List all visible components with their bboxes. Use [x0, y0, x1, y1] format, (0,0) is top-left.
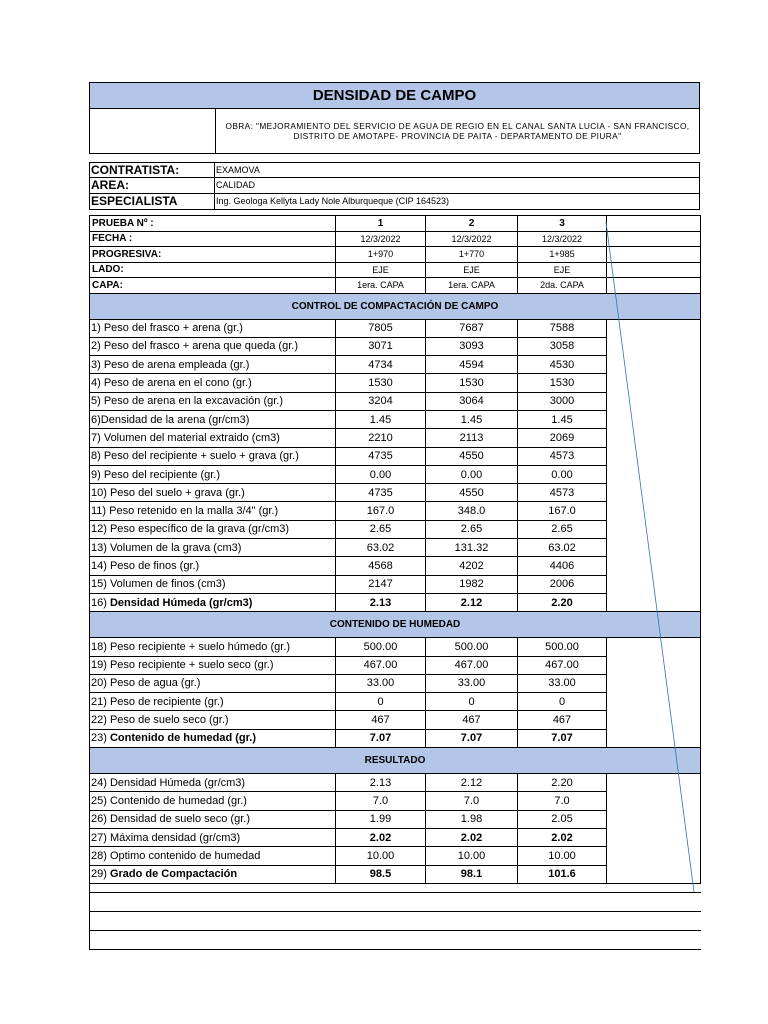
- grado-row-blank: [607, 865, 701, 883]
- compactacion-row: [90, 465, 701, 483]
- area-row: [89, 178, 700, 194]
- meta-row: [90, 216, 701, 232]
- compactacion-row-label: 6)Densidad de la arena (gr/cm3): [90, 410, 336, 428]
- compactacion-row-blank: [607, 374, 701, 392]
- compactacion-row-value: 4735: [336, 447, 426, 465]
- compactacion-row-value: 1530: [518, 374, 607, 392]
- humedad-row-blank: [607, 656, 701, 674]
- resultado-row-label: 26) Densidad de suelo seco (gr.): [90, 810, 336, 828]
- grado-row-label-text: Grado de Compactación: [109, 868, 238, 881]
- compactacion-row-value: 4568: [336, 557, 426, 575]
- resultado-row-value: 7.0: [336, 792, 426, 810]
- compactacion-row-value: 4406: [518, 557, 607, 575]
- especialista-label: ESPECIALISTA: [90, 194, 215, 209]
- sheet-title: DENSIDAD DE CAMPO: [89, 82, 700, 109]
- section-humedad: CONTENIDO DE HUMEDAD: [90, 612, 701, 638]
- humedad-row-value: 0: [336, 693, 426, 711]
- contenido-humedad-row-value: 7.07: [518, 729, 607, 747]
- meta-label: CAPA:: [90, 278, 336, 294]
- contenido-humedad-row-value: 7.07: [426, 729, 518, 747]
- compactacion-row-label: 3) Peso de arena empleada (gr.): [90, 356, 336, 374]
- compactacion-row: [90, 557, 701, 575]
- compactacion-row: [90, 502, 701, 520]
- compactacion-row-blank: [607, 410, 701, 428]
- humedad-row-value: 467.00: [518, 656, 607, 674]
- meta-blank: [607, 262, 701, 278]
- humedad-row-label: 22) Peso de suelo seco (gr.): [90, 711, 336, 729]
- humedad-row-value: 0: [518, 693, 607, 711]
- compactacion-row-value: 167.0: [518, 502, 607, 520]
- meta-value: 1+770: [426, 247, 518, 263]
- tests-table: [89, 215, 701, 950]
- densidad-humeda-row-prefix: 16): [91, 596, 110, 609]
- grado-row-label: [90, 865, 336, 883]
- resultado-row: [90, 774, 701, 792]
- compactacion-row-value: 1530: [426, 374, 518, 392]
- humedad-row-label: 21) Peso de recipiente (gr.): [90, 693, 336, 711]
- contenido-humedad-row-label: [90, 729, 336, 747]
- humedad-row: [90, 656, 701, 674]
- meta-blank: [607, 231, 701, 247]
- contenido-humedad-row: [90, 729, 701, 747]
- compactacion-row-label: 4) Peso de arena en el cono (gr.): [90, 374, 336, 392]
- densidad-humeda-row-value: 2.12: [426, 593, 518, 611]
- compactacion-row-value: 7588: [518, 319, 607, 337]
- humedad-row: [90, 674, 701, 692]
- meta-label: PRUEBA Nº :: [90, 216, 336, 232]
- meta-value: 3: [518, 216, 607, 232]
- resultado-row-value: 1.99: [336, 810, 426, 828]
- meta-value: 12/3/2022: [336, 231, 426, 247]
- humedad-row: [90, 638, 701, 656]
- compactacion-row-value: 3064: [426, 392, 518, 410]
- meta-value: 2: [426, 216, 518, 232]
- contenido-humedad-row-label-text: Contenido de humedad (gr.): [109, 732, 257, 745]
- humedad-row-label: 18) Peso recipiente + suelo húmedo (gr.): [90, 638, 336, 656]
- maxima-row-value: 2.02: [518, 828, 607, 846]
- compactacion-row-value: 3204: [336, 392, 426, 410]
- humedad-row-value: 0: [426, 693, 518, 711]
- meta-value: 12/3/2022: [518, 231, 607, 247]
- maxima-row-blank: [607, 828, 701, 846]
- especialista-value: Ing. Geologa Kellyta Lady Nole Alburqueque (CIP 164523): [216, 196, 449, 206]
- trailer-row: [90, 883, 701, 892]
- meta-blank: [607, 247, 701, 263]
- humedad-row-blank: [607, 638, 701, 656]
- meta-value: EJE: [426, 262, 518, 278]
- maxima-row-label: 27) Máxima densidad (gr/cm3): [90, 828, 336, 846]
- compactacion-row-value: 3093: [426, 337, 518, 355]
- meta-value: 1: [336, 216, 426, 232]
- humedad-row-value: 33.00: [426, 674, 518, 692]
- compactacion-row-blank: [607, 356, 701, 374]
- compactacion-row-label: 15) Volumen de finos (cm3): [90, 575, 336, 593]
- obra-row: [89, 109, 700, 154]
- compactacion-row-blank: [607, 337, 701, 355]
- compactacion-row-blank: [607, 502, 701, 520]
- humedad-row-value: 33.00: [336, 674, 426, 692]
- compactacion-row: [90, 447, 701, 465]
- compactacion-row: [90, 392, 701, 410]
- compactacion-row-value: 1.45: [518, 410, 607, 428]
- compactacion-row-value: 4550: [426, 484, 518, 502]
- compactacion-row-value: 2.65: [518, 520, 607, 538]
- meta-label: PROGRESIVA:: [90, 247, 336, 263]
- compactacion-row: [90, 337, 701, 355]
- compactacion-row-value: 63.02: [518, 539, 607, 557]
- compactacion-row-blank: [607, 539, 701, 557]
- compactacion-row-label: 14) Peso de finos (gr.): [90, 557, 336, 575]
- compactacion-row-value: 0.00: [518, 465, 607, 483]
- compactacion-row-value: 2113: [426, 429, 518, 447]
- humedad-row-label: 20) Peso de agua (gr.): [90, 674, 336, 692]
- compactacion-row-label: 5) Peso de arena en la excavación (gr.): [90, 392, 336, 410]
- area-label: AREA:: [90, 178, 215, 193]
- contenido-humedad-row-value: 7.07: [336, 729, 426, 747]
- meta-row: [90, 231, 701, 247]
- humedad-row-value: 467.00: [426, 656, 518, 674]
- compactacion-row-value: 7805: [336, 319, 426, 337]
- humedad-row-value: 467.00: [336, 656, 426, 674]
- compactacion-row-blank: [607, 392, 701, 410]
- grado-row: [90, 865, 701, 883]
- compactacion-row-blank: [607, 465, 701, 483]
- meta-value: 12/3/2022: [426, 231, 518, 247]
- compactacion-row-value: 4202: [426, 557, 518, 575]
- meta-value: 1+985: [518, 247, 607, 263]
- compactacion-row: [90, 356, 701, 374]
- compactacion-row-value: 2.65: [336, 520, 426, 538]
- meta-label: LADO:: [90, 262, 336, 278]
- compactacion-row-value: 4573: [518, 484, 607, 502]
- meta-value: 1era. CAPA: [336, 278, 426, 294]
- humedad-row: [90, 711, 701, 729]
- humedad-row-value: 500.00: [336, 638, 426, 656]
- compactacion-row-label: 10) Peso del suelo + grava (gr.): [90, 484, 336, 502]
- compactacion-row-blank: [607, 575, 701, 593]
- compactacion-row-label: 1) Peso del frasco + arena (gr.): [90, 319, 336, 337]
- resultado-row-value: 7.0: [426, 792, 518, 810]
- maxima-row: [90, 828, 701, 846]
- compactacion-row-blank: [607, 429, 701, 447]
- densidad-humeda-row-label-text: Densidad Húmeda (gr/cm3): [109, 596, 253, 609]
- compactacion-row-value: 4734: [336, 356, 426, 374]
- compactacion-row-value: 1.45: [336, 410, 426, 428]
- compactacion-row: [90, 575, 701, 593]
- resultado-row-value: 2.05: [518, 810, 607, 828]
- compactacion-row-value: 7687: [426, 319, 518, 337]
- compactacion-row-blank: [607, 319, 701, 337]
- grado-row-value: 98.1: [426, 865, 518, 883]
- humedad-row-blank: [607, 693, 701, 711]
- compactacion-row-value: 2069: [518, 429, 607, 447]
- compactacion-row-value: 2006: [518, 575, 607, 593]
- resultado-row-blank: [607, 792, 701, 810]
- compactacion-row-label: 7) Volumen del material extraido (cm3): [90, 429, 336, 447]
- compactacion-row-label: 8) Peso del recipiente + suelo + grava (gr.): [90, 447, 336, 465]
- optimo-row-value: 10.00: [336, 847, 426, 865]
- humedad-row-blank: [607, 674, 701, 692]
- humedad-row-value: 467: [426, 711, 518, 729]
- resultado-row-blank: [607, 774, 701, 792]
- compactacion-row: [90, 374, 701, 392]
- compactacion-row-value: 1982: [426, 575, 518, 593]
- trailer-row: [90, 930, 701, 949]
- densidad-humeda-row-blank: [607, 593, 701, 611]
- optimo-row-value: 10.00: [518, 847, 607, 865]
- compactacion-row-value: 167.0: [336, 502, 426, 520]
- humedad-row-value: 33.00: [518, 674, 607, 692]
- meta-row: [90, 262, 701, 278]
- humedad-row-blank: [607, 711, 701, 729]
- grado-row-value: 98.5: [336, 865, 426, 883]
- compactacion-row-blank: [607, 447, 701, 465]
- area-value: CALIDAD: [216, 180, 256, 190]
- compactacion-row: [90, 484, 701, 502]
- contenido-humedad-row-blank: [607, 729, 701, 747]
- density-sheet: [89, 82, 700, 950]
- section-compactacion: CONTROL DE COMPACTACIÓN DE CAMPO: [90, 293, 701, 319]
- contratista-row: [89, 162, 700, 178]
- compactacion-row-value: 2147: [336, 575, 426, 593]
- humedad-row-value: 500.00: [518, 638, 607, 656]
- compactacion-row-value: 63.02: [336, 539, 426, 557]
- resultado-row-value: 7.0: [518, 792, 607, 810]
- meta-label: FECHA :: [90, 231, 336, 247]
- compactacion-row: [90, 319, 701, 337]
- meta-value: EJE: [336, 262, 426, 278]
- meta-value: EJE: [518, 262, 607, 278]
- resultado-row-value: 2.20: [518, 774, 607, 792]
- resultado-row-blank: [607, 810, 701, 828]
- compactacion-row-value: 0.00: [426, 465, 518, 483]
- compactacion-row-value: 3058: [518, 337, 607, 355]
- optimo-row-blank: [607, 847, 701, 865]
- obra-text: OBRA: "MEJORAMIENTO DEL SERVICIO DE AGUA DE REGIO EN EL CANAL SANTA LUCIA - SAN FRANCISCO, DISTRITO DE AMOTAPE- PROVINCIA DE PAITA - DEPARTAMENTO DE PIURA": [225, 121, 690, 141]
- maxima-row-value: 2.02: [426, 828, 518, 846]
- resultado-row-value: 1.98: [426, 810, 518, 828]
- compactacion-row-value: 2210: [336, 429, 426, 447]
- section-resultado: RESULTADO: [90, 748, 701, 774]
- compactacion-row-label: 11) Peso retenido en la malla 3/4" (gr.): [90, 502, 336, 520]
- densidad-humeda-row-value: 2.13: [336, 593, 426, 611]
- compactacion-row-value: 4530: [518, 356, 607, 374]
- optimo-row-label: 28) Optimo contenido de humedad: [90, 847, 336, 865]
- maxima-row-value: 2.02: [336, 828, 426, 846]
- compactacion-row-value: 4594: [426, 356, 518, 374]
- humedad-row-value: 467: [518, 711, 607, 729]
- especialista-row: [89, 194, 700, 210]
- trailer-row: [90, 911, 701, 930]
- humedad-row-label: 19) Peso recipiente + suelo seco (gr.): [90, 656, 336, 674]
- compactacion-row-value: 131.32: [426, 539, 518, 557]
- meta-value: 1era. CAPA: [426, 278, 518, 294]
- humedad-row-value: 467: [336, 711, 426, 729]
- densidad-humeda-row-label: [90, 593, 336, 611]
- trailer-row: [90, 892, 701, 911]
- resultado-row-label: 24) Densidad Húmeda (gr/cm3): [90, 774, 336, 792]
- compactacion-row-label: 9) Peso del recipiente (gr.): [90, 465, 336, 483]
- meta-blank: [607, 278, 701, 294]
- meta-row: [90, 247, 701, 263]
- compactacion-row-blank: [607, 557, 701, 575]
- compactacion-row-value: 1.45: [426, 410, 518, 428]
- resultado-row-value: 2.12: [426, 774, 518, 792]
- contenido-humedad-row-prefix: 23): [91, 732, 110, 745]
- compactacion-row-value: 1530: [336, 374, 426, 392]
- compactacion-row-value: 3000: [518, 392, 607, 410]
- compactacion-row: [90, 539, 701, 557]
- meta-value: 1+970: [336, 247, 426, 263]
- meta-row: [90, 278, 701, 294]
- densidad-humeda-row-value: 2.20: [518, 593, 607, 611]
- compactacion-row-value: 348.0: [426, 502, 518, 520]
- densidad-humeda-row: [90, 593, 701, 611]
- resultado-row-label: 25) Contenido de humedad (gr.): [90, 792, 336, 810]
- compactacion-row-value: 4735: [336, 484, 426, 502]
- contratista-value: EXAMOVA: [216, 165, 260, 175]
- compactacion-row-value: 0.00: [336, 465, 426, 483]
- grado-row-prefix: 29): [91, 868, 110, 881]
- compactacion-row-value: 2.65: [426, 520, 518, 538]
- humedad-row: [90, 693, 701, 711]
- optimo-row-value: 10.00: [426, 847, 518, 865]
- compactacion-row-blank: [607, 484, 701, 502]
- compactacion-row-blank: [607, 520, 701, 538]
- humedad-row-value: 500.00: [426, 638, 518, 656]
- compactacion-row: [90, 520, 701, 538]
- obra-blank-cell: [90, 109, 216, 153]
- resultado-row: [90, 792, 701, 810]
- meta-blank: [607, 216, 701, 232]
- optimo-row: [90, 847, 701, 865]
- resultado-row: [90, 810, 701, 828]
- grado-row-value: 101.6: [518, 865, 607, 883]
- compactacion-row-label: 13) Volumen de la grava (cm3): [90, 539, 336, 557]
- contratista-label: CONTRATISTA:: [90, 163, 215, 177]
- compactacion-row-value: 4550: [426, 447, 518, 465]
- compactacion-row-label: 12) Peso específico de la grava (gr/cm3): [90, 520, 336, 538]
- compactacion-row-value: 4573: [518, 447, 607, 465]
- compactacion-row: [90, 410, 701, 428]
- compactacion-row: [90, 429, 701, 447]
- compactacion-row-label: 2) Peso del frasco + arena que queda (gr.): [90, 337, 336, 355]
- compactacion-row-value: 3071: [336, 337, 426, 355]
- resultado-row-value: 2.13: [336, 774, 426, 792]
- meta-value: 2da. CAPA: [518, 278, 607, 294]
